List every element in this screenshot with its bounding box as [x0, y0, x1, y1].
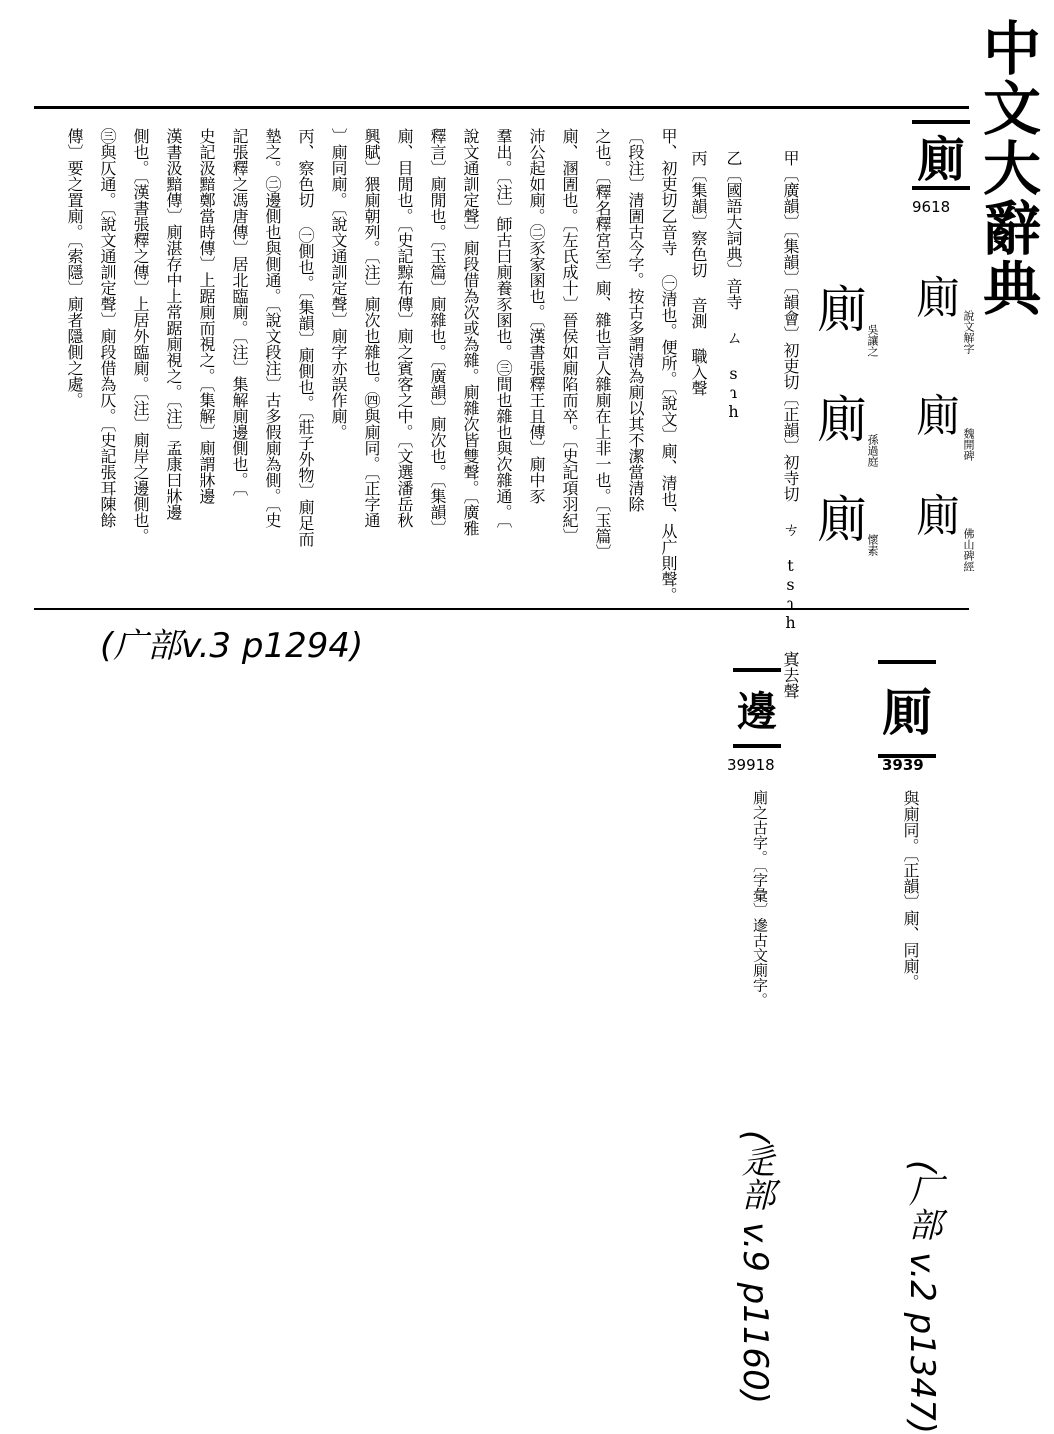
book-title: 中文大辭典 — [973, 18, 1041, 318]
entry2-number: 3939 — [882, 756, 924, 774]
entry3-head-char: 邊 — [737, 687, 777, 735]
body-col-2: 〔段注〕清圊古今字。按古多謂清為廁以其不潔當清除 — [626, 128, 645, 512]
body-col-9: 廁、目閒也。〔史記黥布傳〕廁之賓客之中。〔文選潘岳秋 — [395, 128, 414, 528]
main-body — [36, 128, 678, 603]
lower-variant-1-glyph: 廁 — [817, 281, 867, 339]
entry2-definition: 與廁同。〔正韻〕廁、同廁。 — [901, 790, 920, 990]
variant-1 — [910, 262, 975, 354]
entry2-handwritten-note: (厂部 v.2 p1347) — [902, 1160, 942, 1434]
reading-3: 丙〔集韻〕察色切 音測 職入聲 — [689, 150, 708, 396]
lower-variant-3-source: 懷素 — [866, 534, 879, 556]
main-head-char: 廁 — [916, 131, 965, 188]
body-col-19: 傳〕要之置廁。〔索隱〕廁者隱側之處。 — [65, 128, 84, 408]
lower-variant-3-glyph: 廁 — [817, 491, 867, 549]
entry3-definition: 廁之古字。〔字彙〕遪古文廁字。 — [751, 790, 769, 1008]
lower-variant-3 — [812, 480, 879, 556]
body-col-15: 史記汲黯鄭當時傳〕上踞廁而視之。〔集解〕廁謂牀邊 — [197, 128, 216, 504]
body-col-12: 丙、察色切 ㊀側也。〔集韻〕廁側也。〔莊子外物〕廁足而 — [296, 128, 315, 547]
body-col-6: 羣出。〔注〕師古曰廁養豕圂也。㊂間也雜也與次雜通。〔 — [494, 128, 513, 528]
variant-3-glyph: 廁 — [916, 491, 960, 542]
entry3-handwritten-note: (辵部 v.9 p1160) — [735, 1130, 775, 1405]
lower-variant-2 — [812, 380, 879, 467]
body-col-8: 釋言〕廁閒也。〔玉篇〕廁雜也。〔廣韻〕廁次也。〔集韻〕 — [428, 128, 447, 536]
body-col-1: 甲、初吏切乙音寺 ㊀清也。便所。〔說文〕廁、清也、从广則聲。 — [659, 128, 678, 603]
body-col-7: 說文通訓定聲〕廁段借為次或為雜。廁雜次皆雙聲。〔廣雅 — [461, 128, 480, 536]
lower-variant-2-glyph: 廁 — [817, 391, 867, 449]
variant-2-glyph: 廁 — [916, 391, 960, 442]
top-rule — [34, 106, 969, 109]
body-col-16: 漢書汲黯傳〕廁湛存中上常踞廁視之。〔注〕孟康曰牀邊 — [164, 128, 183, 520]
main-entry-number: 9618 — [912, 198, 951, 216]
body-col-3: 之也。〔釋名釋宮室〕廁、雜也言人雜廁在上非一也。〔玉篇〕 — [593, 128, 612, 560]
body-col-10: 興賦〕猥廁朝列。〔注〕廁次也雜也。㊃與廁同。〔正字通 — [362, 128, 381, 528]
entry2-head-char: 厠 — [882, 683, 932, 742]
variant-3 — [910, 480, 975, 572]
body-col-14: 記張釋之馮唐傳〕居北臨廁。〔注〕集解廁邊側也。〔 — [230, 128, 249, 496]
body-col-5: 沛公起如廁。㊁豕家圂也。〔漢書張釋王且傳〕廁中豕 — [527, 128, 546, 504]
body-col-13: 墊之。㊁邊側也與側通。〔說文段注〕古多假廁為側。〔史 — [263, 128, 282, 528]
variant-3-source: 佛山碑經 — [962, 528, 975, 572]
reading-2: 乙〔國語大詞典〕音寺 ㄙ sɿh — [724, 150, 743, 421]
reading-1: 甲〔廣韻〕〔集韻〕〔韻會〕初吏切〔正韻〕初寺切 ㄘ tsɿh 寘去聲 — [781, 150, 800, 699]
lower-variant-2-source: 孫過庭 — [866, 434, 879, 467]
variant-2-source: 魏開碑 — [962, 428, 975, 461]
body-col-11: 〕廁同廁。〔說文通訓定聲〕廁字亦誤作廁。 — [329, 128, 348, 440]
body-col-17: 側也。〔漢書張釋之傳〕上居外臨廁。〔注〕廁岸之邊側也。 — [131, 128, 150, 544]
lower-variant-1 — [812, 270, 879, 357]
body-col-18: ㊂與仄通。〔說文通訓定聲〕廁段借為仄。〔史記張耳陳餘 — [98, 128, 117, 528]
entry3-number: 39918 — [727, 756, 775, 774]
variant-2 — [910, 380, 975, 461]
lower-variant-1-source: 吳讓之 — [866, 324, 879, 357]
entry3-head-box — [733, 668, 781, 748]
main-head-box — [912, 120, 970, 190]
main-block-bottom-rule — [34, 608, 969, 610]
body-col-4: 廁、溷圊也。〔左氏成十〕晉侯如廁陷而卒。〔史記項羽紀〕 — [560, 128, 579, 544]
main-page-ref: (广部v.3 p1294) — [100, 626, 364, 666]
variant-1-source: 說文解字 — [962, 310, 975, 354]
variant-1-glyph: 廁 — [916, 273, 960, 324]
entry2-head-box — [878, 660, 936, 758]
